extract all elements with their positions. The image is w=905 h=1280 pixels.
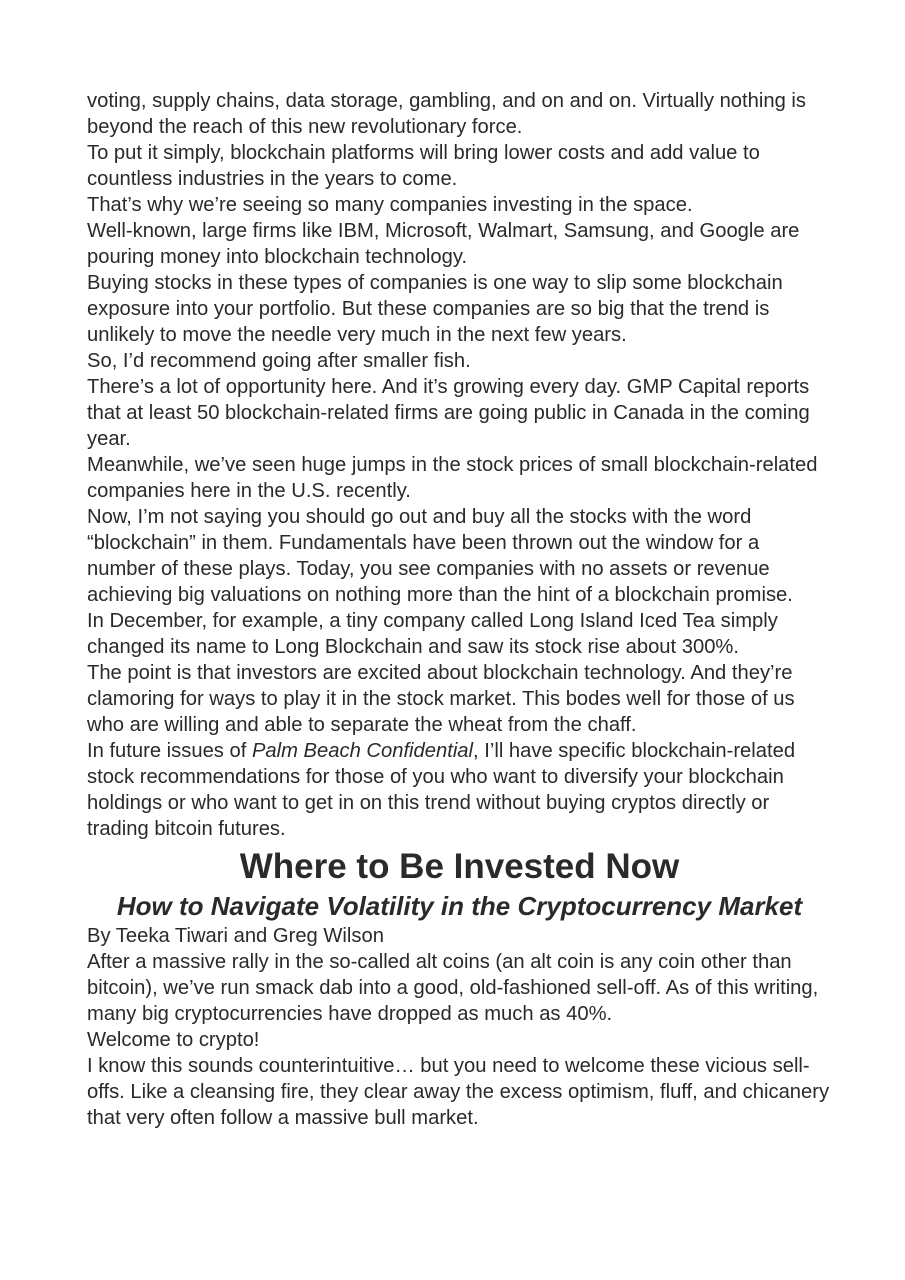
future-issues-suffix: , I’ll have specific blockchain-related stock recommendations for those of you who want to diversify your blockchain holdings or who want to get in on this trend without buying cryptos directly or trading bitcoin futures. [87, 740, 796, 840]
paragraph: Welcome to crypto! [87, 1029, 260, 1051]
byline: By Teeka Tiwari and Greg Wilson [87, 925, 384, 947]
paragraph: Meanwhile, we’ve seen huge jumps in the stock prices of small blockchain-related companies here in the U.S. recently. [87, 454, 818, 502]
paragraph: To put it simply, blockchain platforms will bring lower costs and add value to countless industries in the years to come. [87, 142, 760, 190]
paragraph: Now, I’m not saying you should go out and buy all the stocks with the word “blockchain” in them. Fundamentals have been thrown out the window for a number of these plays. Today, you see companies with no assets or revenue achieving big valuations on nothing more than the hint of a blockchain promise. [87, 506, 793, 606]
paragraph: I know this sounds counterintuitive… but you need to welcome these vicious sell-offs. Like a cleansing fire, they clear away the excess optimism, fluff, and chicanery that very often follow a massive bull market. [87, 1055, 830, 1129]
paragraph: So, I’d recommend going after smaller fish. [87, 350, 471, 372]
paragraph: Buying stocks in these types of companies is one way to slip some blockchain exposure into your portfolio. But these companies are so big that the trend is unlikely to move the needle very much in the next few years. [87, 272, 783, 346]
section-subtitle: How to Navigate Volatility in the Cryptocurrency Market [116, 891, 803, 921]
future-issues-prefix: In future issues of [87, 740, 252, 762]
paragraph: In December, for example, a tiny company called Long Island Iced Tea simply changed its name to Long Blockchain and saw its stock rise about 300%. [87, 610, 778, 658]
publication-name: Palm Beach Confidential [251, 740, 474, 762]
paragraph: Well-known, large firms like IBM, Microsoft, Walmart, Samsung, and Google are pouring money into blockchain technology. [87, 220, 800, 268]
document-page [87, 88, 832, 1131]
paragraph: That’s why we’re seeing so many companies investing in the space. [87, 194, 693, 216]
future-issues-paragraph [87, 738, 832, 842]
paragraph: There’s a lot of opportunity here. And it’s growing every day. GMP Capital reports that at least 50 blockchain-related firms are going public in Canada in the coming year. [87, 376, 810, 450]
section-title: Where to Be Invested Now [239, 847, 680, 886]
paragraph: voting, supply chains, data storage, gambling, and on and on. Virtually nothing is beyond the reach of this new revolutionary force. [87, 90, 806, 138]
paragraph: After a massive rally in the so-called alt coins (an alt coin is any coin other than bitcoin), we’ve run smack dab into a good, old-fashioned sell-off. As of this writing, many big cryptocurrencies have dropped as much as 40%. [87, 951, 819, 1025]
paragraph: The point is that investors are excited about blockchain technology. And they’re clamoring for ways to play it in the stock market. This bodes well for those of us who are willing and able to separate the wheat from the chaff. [87, 662, 795, 736]
